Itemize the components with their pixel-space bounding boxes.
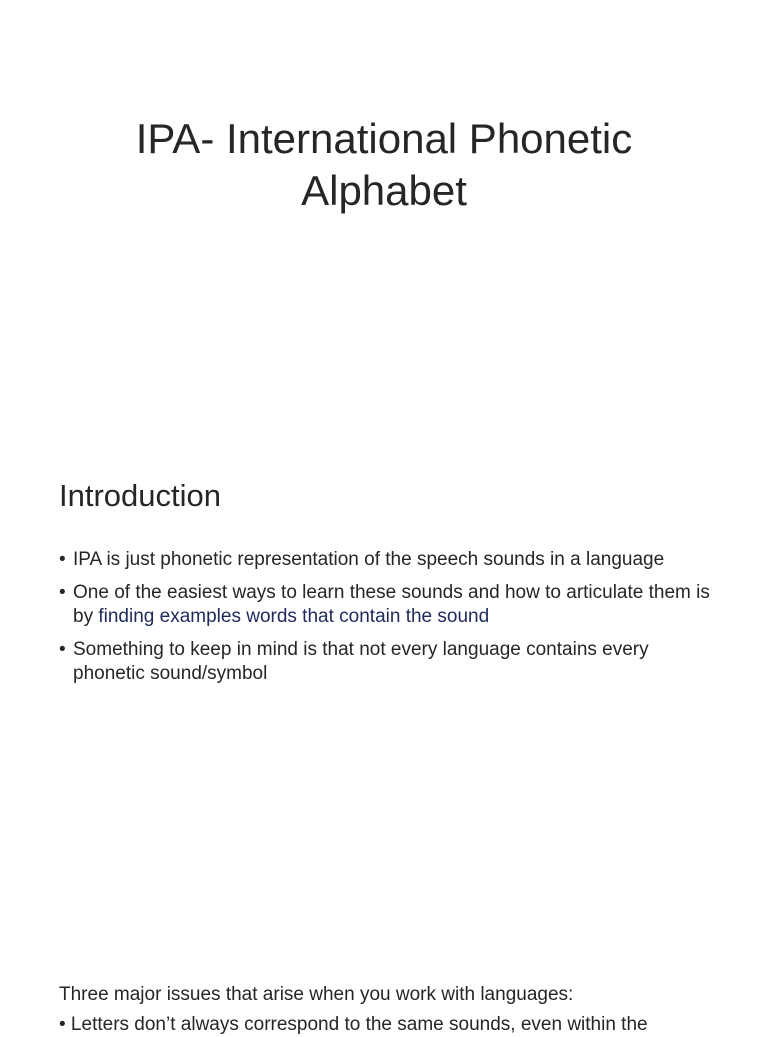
bullet-item: [59, 548, 719, 573]
issues-slide: [0, 980, 768, 1035]
title-slide: [0, 0, 768, 430]
introduction-heading: Introduction: [59, 478, 221, 513]
slide-title-line-2: Alphabet: [301, 167, 467, 214]
issue-item-text: • Letters don’t always correspond to the same sounds, even within the: [59, 1014, 648, 1035]
bullet-item: [59, 638, 719, 687]
bullet-text: One of the easiest ways to learn these sounds and how to articulate them is by: [73, 581, 710, 627]
bullet-dot-icon: •: [59, 638, 66, 660]
introduction-bullet-list: [59, 548, 719, 695]
bullet-dot-icon: •: [59, 549, 66, 570]
slide-title-line-1: IPA- International Phonetic: [135, 115, 633, 162]
bullet-highlight-text: finding examples words that contain the sound: [98, 606, 490, 627]
bullet-dot-icon: •: [59, 581, 66, 603]
slide-title: [40, 113, 728, 217]
issues-intro-text: Three major issues that arise when you work with languages:: [59, 984, 574, 1005]
bullet-text: IPA is just phonetic representation of the speech sounds in a language: [73, 549, 665, 570]
bullet-text: Something to keep in mind is that not every language contains every phonetic sound/symbol: [73, 638, 649, 684]
introduction-slide: [0, 440, 768, 980]
bullet-item: [59, 581, 719, 630]
